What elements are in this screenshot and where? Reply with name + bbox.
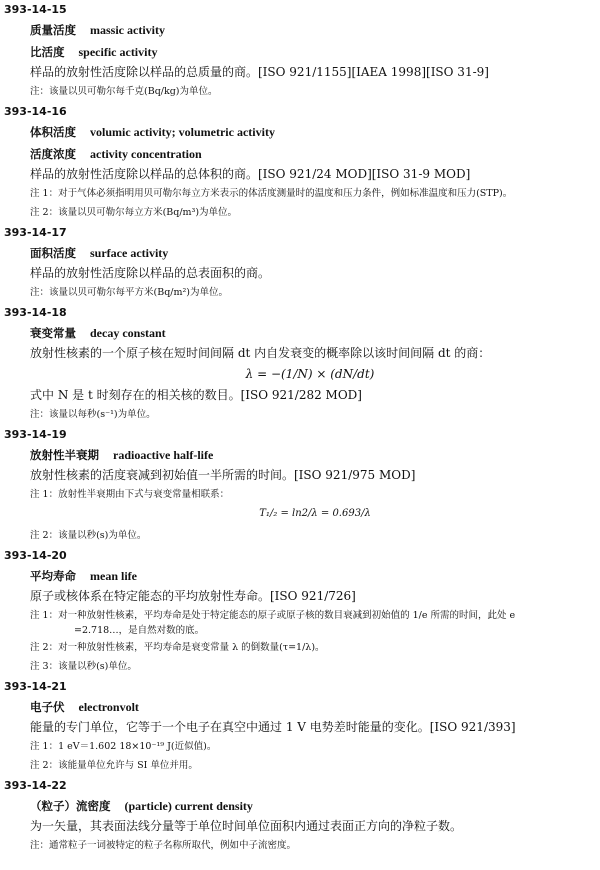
term-english: activity concentration: [90, 146, 202, 161]
definition: 样品的放射性活度除以样品的总体积的商。[ISO 921/24 MOD][ISO 31-9 MOD]: [30, 167, 471, 181]
entry-number: 393-14-19: [4, 428, 67, 441]
term-english: (particle) current density: [124, 798, 253, 813]
note: 注 2：该量以秒(s)为单位。: [30, 530, 147, 541]
note: 注 1：对于气体必须指明用贝可勒尔每立方米表示的体活度测量时的温度和压力条件，例如标准温度和压力(STP)。: [30, 188, 513, 199]
term-english: massic activity: [90, 22, 165, 37]
definition: 原子或核体系在特定能态的平均放射性寿命。[ISO 921/726]: [30, 589, 356, 603]
term-chinese: 平均寿命: [30, 568, 76, 583]
formula: λ = −(1/N) × (dN/dt): [245, 367, 375, 381]
entry-number: 393-14-15: [4, 3, 67, 16]
term-line: [30, 19, 596, 41]
term-english: radioactive half-life: [113, 447, 214, 462]
note: 注 1：1 eV＝1.602 18×10⁻¹⁹ J(近似值)。: [30, 741, 217, 752]
note: 注 2：对一种放射性核素，平均寿命是衰变常量 λ 的倒数量(τ=1/λ)。: [30, 642, 325, 653]
definition: 样品的放射性活度除以样品的总表面积的商。: [30, 266, 271, 280]
note: 注：该量以每秒(s⁻¹)为单位。: [30, 409, 156, 420]
definition: 放射性核素的活度衰减到初始值一半所需的时间。[ISO 921/975 MOD]: [30, 468, 416, 482]
note: 注：该量以贝可勒尔每平方米(Bq/m²)为单位。: [30, 287, 228, 298]
term-english: surface activity: [90, 245, 169, 260]
term-chinese: 比活度: [30, 44, 65, 59]
note: 注 3：该量以秒(s)单位。: [30, 661, 137, 672]
note: 注 1：放射性半衰期由下式与衰变常量相联系：: [30, 489, 230, 500]
definition: 样品的放射性活度除以样品的总质量的商。[ISO 921/1155][IAEA 1998][ISO 31-9]: [30, 65, 489, 79]
term-chinese: 质量活度: [30, 22, 76, 37]
definition: 能量的专门单位，它等于一个电子在真空中通过 1 V 电势差时能量的变化。[ISO 921/393]: [30, 720, 516, 734]
term-english: mean life: [90, 568, 137, 583]
note: 注 2：该能量单位允许与 SI 单位并用。: [30, 760, 198, 771]
term-english: specific activity: [78, 44, 158, 59]
formula: T₁/₂ = ln2/λ = 0.693/λ: [259, 508, 371, 519]
term-line: [30, 795, 596, 817]
term-chinese: 体积活度: [30, 124, 76, 139]
entry-number: 393-14-16: [4, 105, 67, 118]
note: 注：该量以贝可勒尔每千克(Bq/kg)为单位。: [30, 86, 218, 97]
note: 注：通常粒子一词被特定的粒子名称所取代，例如中子流密度。: [30, 840, 297, 851]
definition: 为一矢量，其表面法线分量等于单位时间单位面积内通过表面正方向的净粒子数。: [30, 819, 463, 833]
entry-number: 393-14-22: [4, 779, 67, 792]
term-line: [30, 444, 596, 466]
note: 注 1：对一种放射性核素，平均寿命是处于特定能态的原子或原子核的数目衰减到初始值的 1/e 所需的时间，此处 e: [30, 610, 516, 621]
entry-number: 393-14-21: [4, 680, 67, 693]
term-chinese: 活度浓度: [30, 146, 76, 161]
term-line: [30, 565, 596, 587]
term-english: electronvolt: [78, 699, 139, 714]
term-line: [30, 41, 596, 63]
term-chinese: 放射性半衰期: [30, 447, 99, 462]
term-chinese: （粒子）流密度: [30, 798, 111, 813]
entry-number: 393-14-20: [4, 549, 67, 562]
term-english: volumic activity; volumetric activity: [90, 124, 275, 139]
term-line: [30, 121, 596, 143]
term-line: [30, 143, 596, 165]
note: 注 2：该量以贝可勒尔每立方米(Bq/m³)为单位。: [30, 207, 238, 218]
definition: 放射性核素的一个原子核在短时间间隔 dt 内自发衰变的概率除以该时间间隔 dt 的商：: [30, 346, 491, 360]
term-chinese: 电子伏: [30, 699, 65, 714]
definition: 式中 N 是 t 时刻存在的相关核的数目。[ISO 921/282 MOD]: [30, 388, 362, 402]
note-continuation: =2.718…，是自然对数的底。: [74, 625, 205, 636]
term-line: [30, 696, 596, 718]
entry-number: 393-14-17: [4, 226, 67, 239]
term-chinese: 衰变常量: [30, 325, 76, 340]
term-line: [30, 242, 596, 264]
term-line: [30, 322, 596, 344]
entry-number: 393-14-18: [4, 306, 67, 319]
term-chinese: 面积活度: [30, 245, 76, 260]
term-english: decay constant: [90, 325, 166, 340]
